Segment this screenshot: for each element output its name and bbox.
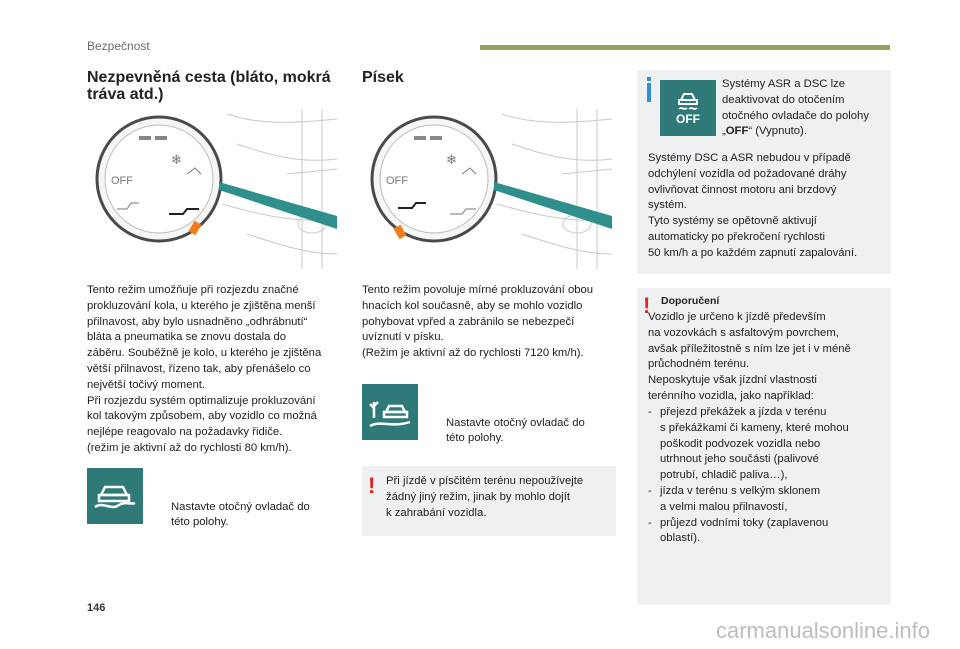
left-step <box>147 468 371 531</box>
list-item <box>648 516 888 548</box>
info-body: Systémy DSC a ASR nebudou v případě odchýlení vozidla od požadované dráhy ovlivňovat činnost motoru ani brzdový systém. Tyto systémy se opětovně aktivují automaticky po překročení rychlosti 50 km/h a po každém zapnutí zapalování. <box>648 152 858 259</box>
list-item-text: průjezd vodními toky (zaplavenou oblastí). <box>660 516 829 545</box>
off-dsc-icon <box>660 80 716 136</box>
left-dial-off: OFF <box>111 175 133 187</box>
off-dsc-icon-label: OFF <box>676 112 700 126</box>
left-body: Tento režim umožňuje při rozjezdu značné prokluzování kola, u kterého je zjištěna menší přilnavost, aby bylo usnadněno „odhrábnutí“ bláta a pneumatika se znovu dostala do záběru. Souběžně je kolo, u kterého je zjištěna větší přilnavost, řízeno tak, aby přenášelo co největší točivý moment. Při rozjezdu systém optimalizuje prokluzování kol takovým způsobem, aby vozidlo co možná nejlépe reagovalo na požadavky řidiče. (režim je aktivní až do rychlosti 80 km/h). <box>87 284 322 454</box>
advice-list <box>648 405 888 547</box>
middle-dial-off: OFF <box>386 175 408 187</box>
info-icon <box>647 83 651 102</box>
list-item-text: jízda v terénu s velkým sklonem a velmi malou přilnavostí, <box>660 484 821 513</box>
advice-warning-icon: ! <box>643 293 651 318</box>
left-dial-drawing <box>87 104 341 274</box>
left-step-text: Nastavte otočný ovladač do této polohy. <box>171 500 310 529</box>
list-item-text: přejezd překážek a jízda v terénu s překážkami či kameny, které mohou poškodit podvozek vozidla nebo utrhnout jeho součásti (palivové potrubí, chladič paliva…), <box>660 406 849 482</box>
middle-step <box>422 384 646 447</box>
svg-text:❄: ❄ <box>446 152 457 167</box>
info-icon-dot <box>647 77 651 81</box>
advice-title: Doporučení <box>661 295 720 307</box>
list-item <box>648 484 888 516</box>
middle-dial-drawing <box>362 104 616 274</box>
page-number: 146 <box>87 602 106 614</box>
middle-step-text: Nastavte otočný ovladač do této polohy. <box>446 416 585 445</box>
info-intro-a: Systémy ASR a DSC lze deaktivovat do otočením otočného ovladače do polohy „ <box>722 78 869 138</box>
advice-box <box>637 288 891 605</box>
list-dash: - <box>648 484 652 497</box>
middle-title: Písek <box>362 69 404 86</box>
middle-body: Tento režim povoluje mírné prokluzování obou hnacích kol současně, aby se mohlo vozidlo pohybovat vpřed a zabránilo se nebezpečí uvíznutí v písku. (Režim je aktivní až do rychlosti 7120 km/h). <box>362 284 594 360</box>
info-intro-b: “ (Vypnuto). <box>748 125 807 138</box>
warning-icon: ! <box>368 473 376 498</box>
list-dash: - <box>648 516 652 529</box>
info-box <box>637 70 891 274</box>
mud-car-icon <box>87 468 143 524</box>
sand-warning-box <box>362 466 616 536</box>
svg-text:❄: ❄ <box>171 152 182 167</box>
advice-body: Vozidlo je určeno k jízdě především na vozovkách s asfaltovým povrchem, avšak příležitostně s ním lze jet i v méně průchodném terénu. Neposkytuje však jízdní vlastnosti terénního vozidla, jako například: <box>648 311 851 402</box>
list-dash: - <box>648 406 652 418</box>
left-title: Nezpevněná cesta (bláto, mokrá tráva atd.) <box>87 69 331 103</box>
list-item <box>648 405 888 484</box>
left-dial-illustration <box>87 104 341 274</box>
middle-dial-illustration <box>362 104 616 274</box>
sand-car-icon <box>362 384 418 440</box>
info-intro <box>722 77 887 140</box>
section-bar <box>480 45 890 50</box>
info-intro-off: OFF <box>725 125 749 138</box>
watermark: carmanualsonline.info <box>715 618 930 643</box>
section-label: Bezpečnost <box>87 39 150 53</box>
sand-warning-text: Při jízdě v písčitém terénu nepoužívejte žádný jiný režim, jinak by mohlo dojít k zahrabání vozidla. <box>386 475 584 519</box>
